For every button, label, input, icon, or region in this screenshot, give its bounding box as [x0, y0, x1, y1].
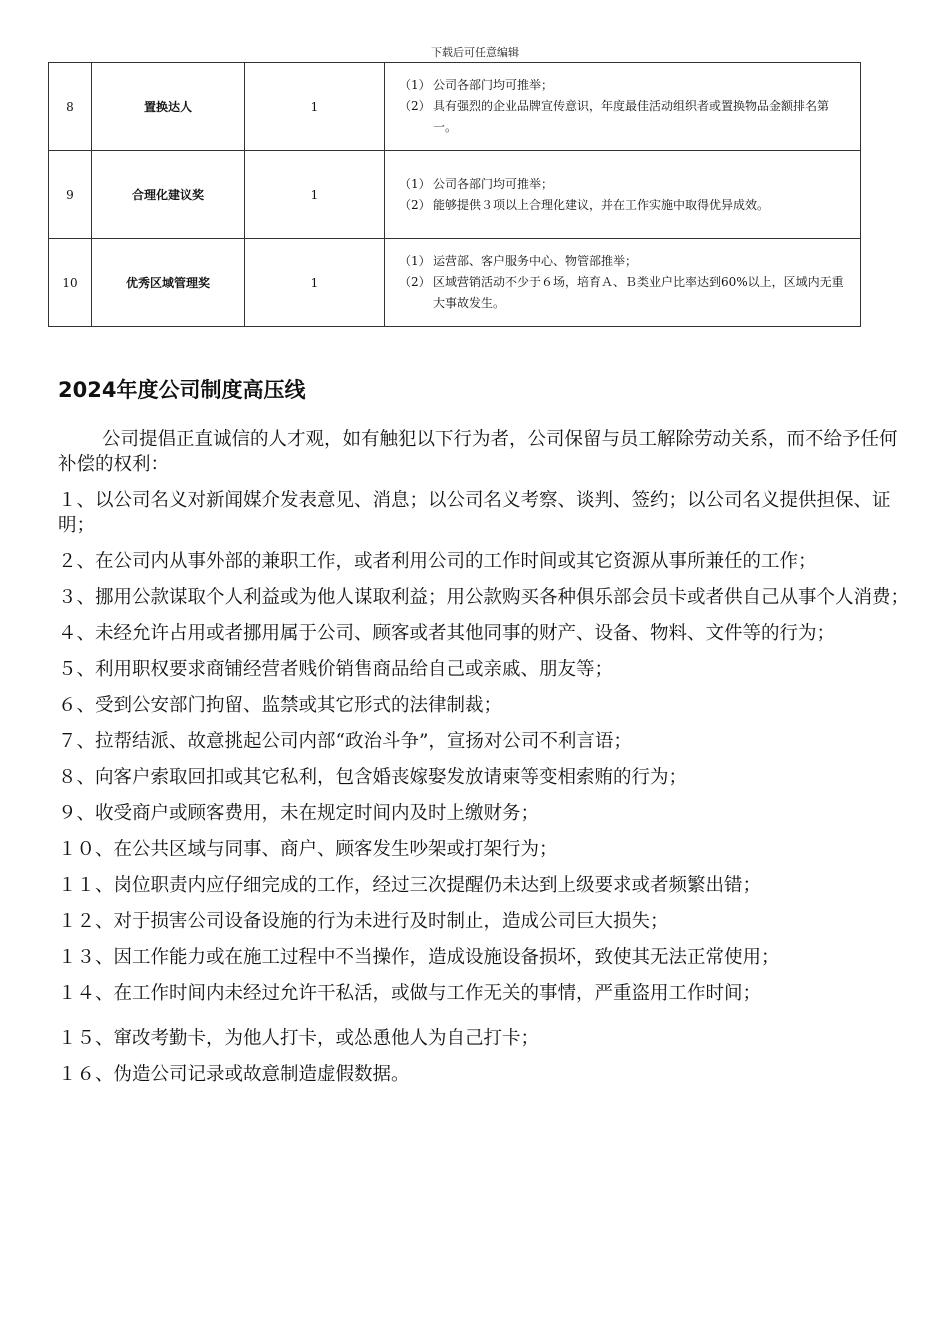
award-name: 优秀区域管理奖: [92, 239, 245, 327]
award-quantity: 1: [245, 151, 385, 239]
criteria-number: （2）: [399, 197, 431, 212]
criteria-number: （2）: [399, 99, 431, 113]
criteria-item: [399, 195, 852, 216]
rule-item: ８、向客户索取回扣或其它私利，包含婚丧嫁娶发放请柬等变相索贿的行为；: [58, 767, 688, 788]
rule-item: ５、利用职权要求商铺经营者贱价销售商品给自己或亲戚、朋友等；: [58, 659, 614, 680]
rule-item: ３、挪用公款谋取个人利益或为他人谋取利益；用公款购买各种俱乐部会员卡或者供自己从事个人消费；: [58, 587, 910, 608]
rule-item: ６、受到公安部门拘留、监禁或其它形式的法律制裁；: [58, 695, 503, 716]
rule-item: １３、因工作能力或在施工过程中不当操作，造成设施设备损坏，致使其无法正常使用；: [58, 947, 780, 968]
criteria-number: （1）: [399, 78, 431, 92]
award-quantity: 1: [245, 63, 385, 151]
section-title: 2024年度公司制度高压线: [58, 378, 306, 402]
award-quantity: 1: [245, 239, 385, 327]
rule-item: ９、收受商户或顾客费用，未在规定时间内及时上缴财务；: [58, 803, 540, 824]
table-row: [49, 63, 861, 151]
award-number: 10: [49, 239, 92, 327]
criteria-number: （1）: [399, 176, 431, 191]
criteria-item: [399, 174, 852, 195]
criteria-item: [399, 75, 852, 96]
rule-item: ２、在公司内从事外部的兼职工作，或者利用公司的工作时间或其它资源从事所兼任的工作；: [58, 551, 817, 572]
criteria-text: 能够提供３项以上合理化建议，并在工作实施中取得优异成效。: [433, 197, 770, 212]
award-name: 合理化建议奖: [92, 151, 245, 239]
criteria-text: 公司各部门均可推举；: [433, 176, 554, 191]
rule-item: １５、窜改考勤卡，为他人打卡，或怂恿他人为自己打卡；: [58, 1028, 540, 1049]
rule-item: ４、未经允许占用或者挪用属于公司、顾客或者其他同事的财产、设备、物料、文件等的行为；: [58, 623, 836, 644]
criteria-text: 具有强烈的企业品牌宣传意识，年度最佳活动组织者或置换物品金额排名第一。: [433, 99, 830, 134]
criteria-number: （1）: [399, 254, 431, 268]
rule-item: １６、伪造公司记录或故意制造虚假数据。: [58, 1064, 410, 1085]
table-row: [49, 239, 861, 327]
award-number: 9: [49, 151, 92, 239]
rules-list: [58, 488, 910, 1098]
criteria-text: 区域营销活动不少于６场，培育Ａ、Ｂ类业户比率达到60%以上，区域内无重大事故发生。: [433, 275, 844, 310]
criteria-text: 公司各部门均可推举；: [433, 78, 554, 92]
header-note: 下载后可任意编辑: [431, 46, 519, 59]
intro-paragraph: 公司提倡正直诚信的人才观，如有触犯以下行为者，公司保留与员工解除劳动关系，而不给予任何补偿的权利：: [58, 429, 898, 475]
award-criteria: [385, 63, 861, 151]
award-criteria: [385, 151, 861, 239]
award-number: 8: [49, 63, 92, 151]
criteria-item: [399, 96, 852, 138]
rule-item: １２、对于损害公司设备设施的行为未进行及时制止，造成公司巨大损失；: [58, 911, 669, 932]
rule-item: １１、岗位职责内应仔细完成的工作，经过三次提醒仍未达到上级要求或者频繁出错；: [58, 875, 762, 896]
criteria-number: （2）: [399, 275, 431, 289]
rule-item: ７、拉帮结派、故意挑起公司内部“政治斗争”，宣扬对公司不利言语；: [58, 731, 632, 752]
criteria-item: [399, 251, 852, 272]
criteria-text: 运营部、客户服务中心、物管部推举；: [433, 254, 638, 268]
criteria-item: [399, 272, 852, 314]
rule-item: １４、在工作时间内未经过允许干私活，或做与工作无关的事情，严重盗用工作时间；: [58, 983, 762, 1004]
award-criteria: [385, 239, 861, 327]
award-name: 置换达人: [92, 63, 245, 151]
rule-item: １０、在公共区域与同事、商户、顾客发生吵架或打架行为；: [58, 839, 558, 860]
awards-table: [48, 62, 861, 327]
table-row: [49, 151, 861, 239]
rule-item: １、以公司名义对新闻媒介发表意见、消息；以公司名义考察、谈判、签约；以公司名义提供担保、证明；: [58, 490, 891, 536]
